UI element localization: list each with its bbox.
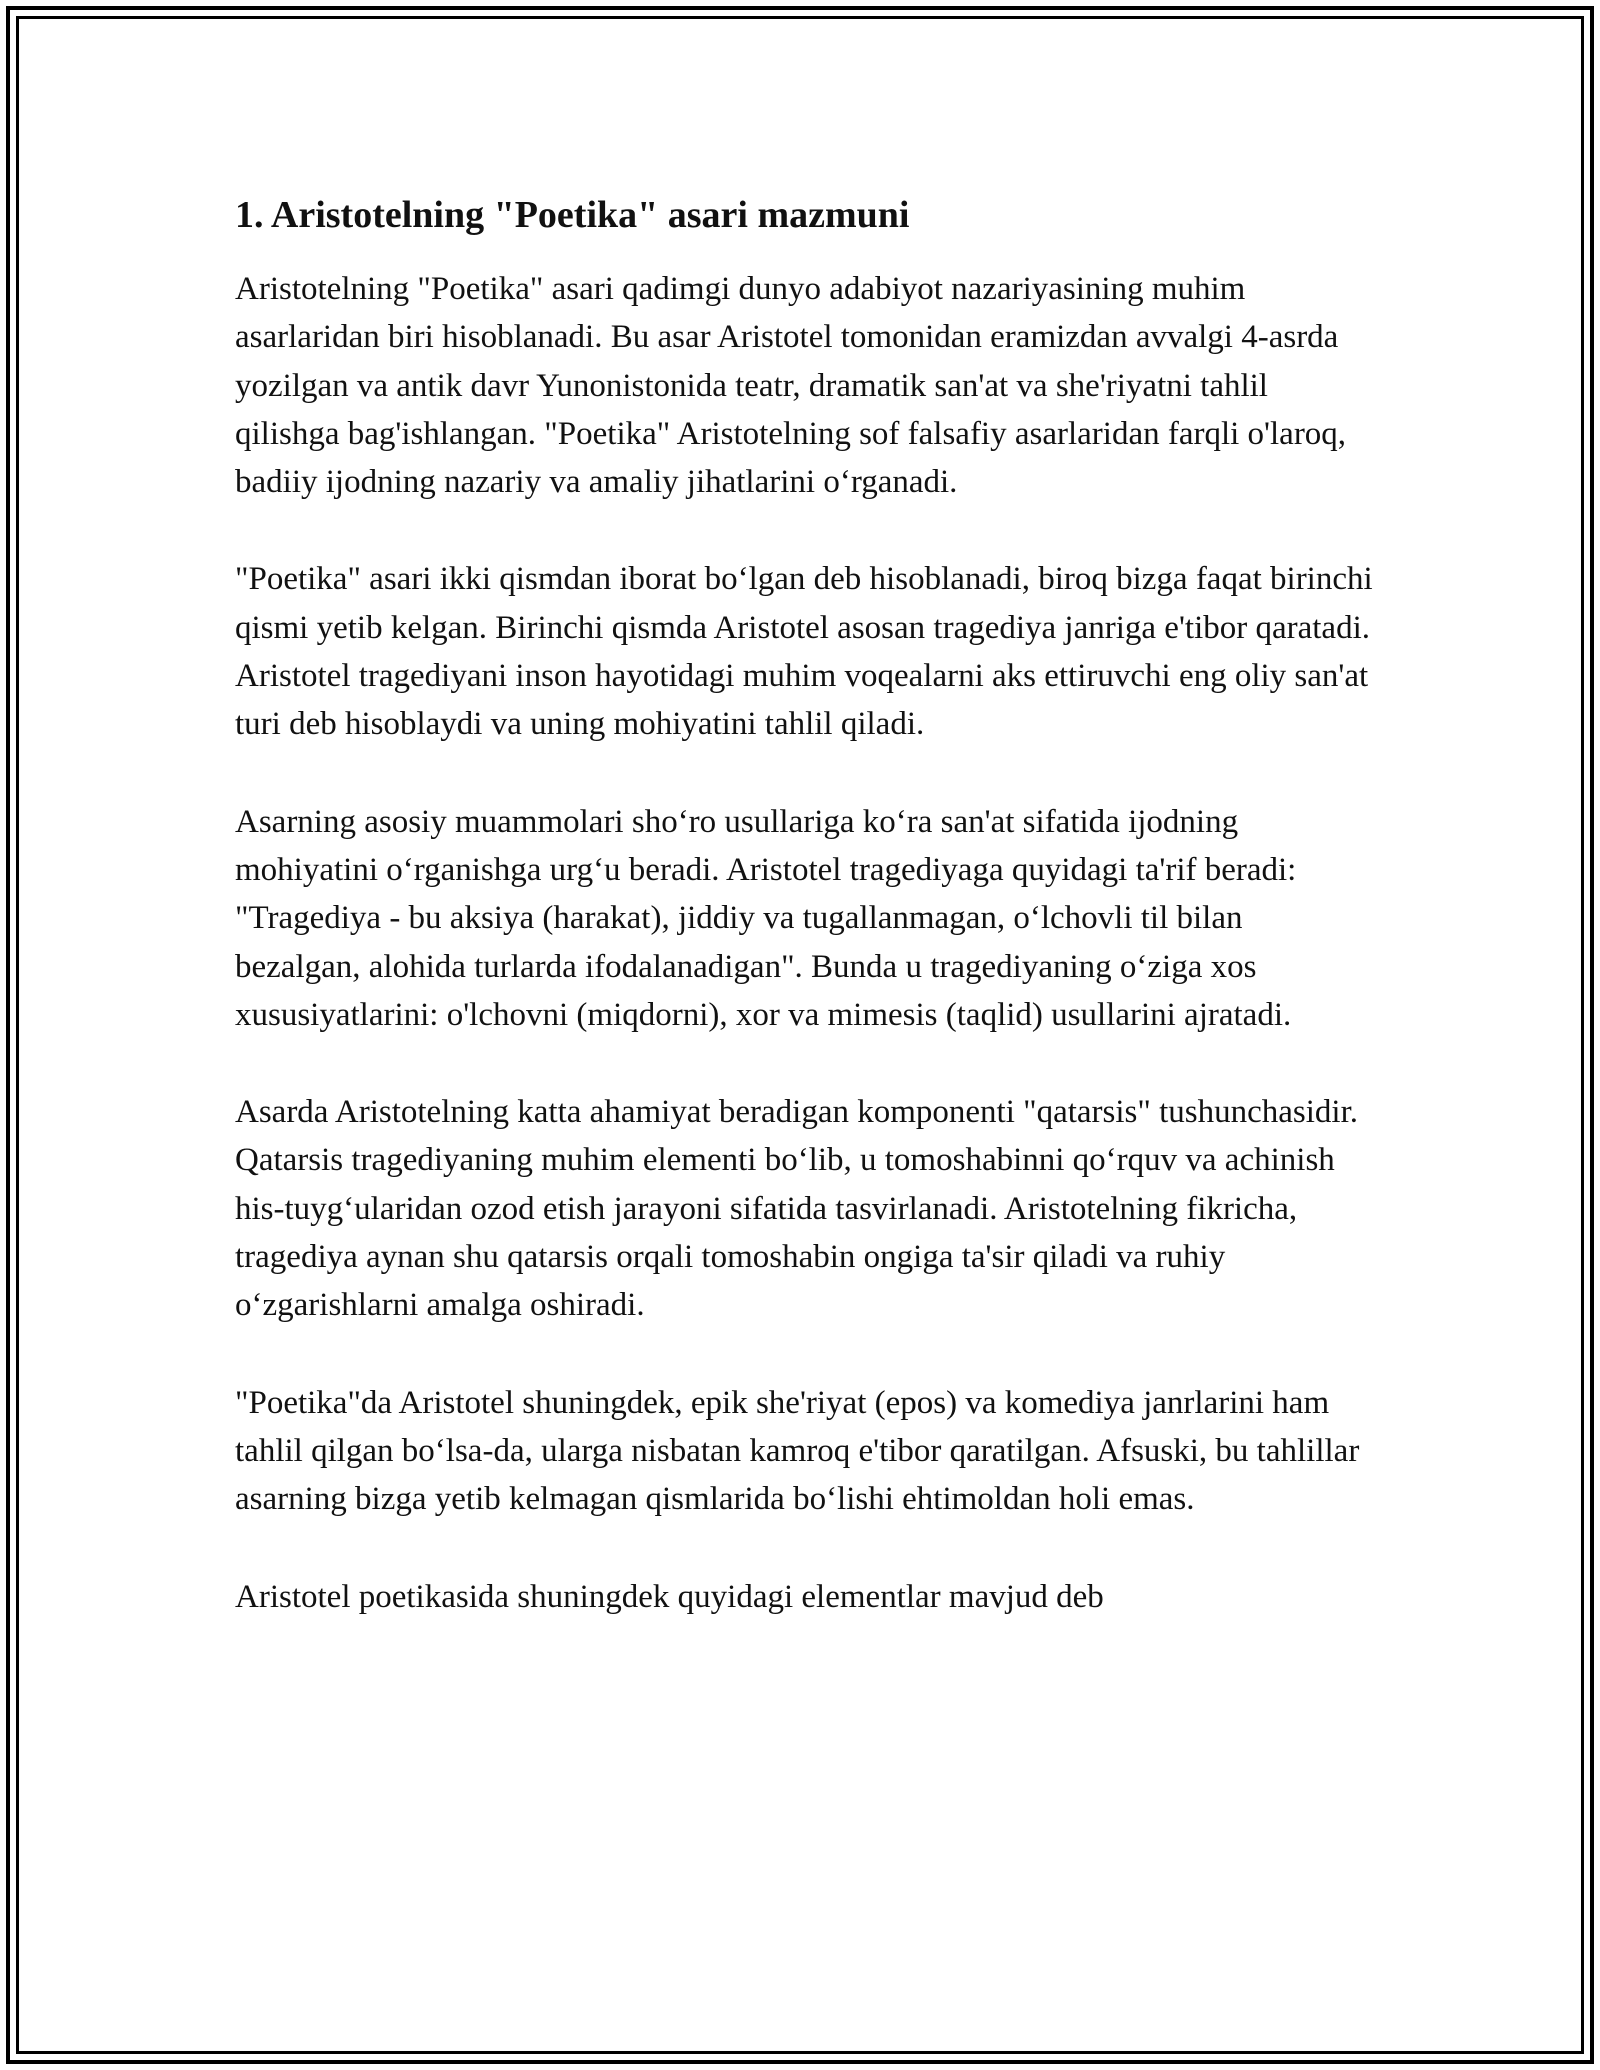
paragraph-5: "Poetika"da Aristotel shuningdek, epik she'riyat (epos) va komediya janrlarini ham tahlil qilgan bo‘lsa-da, ularga nisbatan kamroq e'tibor qaratilgan. Afsuski, bu tahlillar asarning bizga yetib kelmagan qismlarida bo‘lishi ehtimoldan holi emas. [235, 1384, 1360, 1518]
paragraph-4: Asarda Aristotelning katta ahamiyat beradigan komponenti "qatarsis" tushunchasidir. Qatarsis tragediyaning muhim elementi bo‘lib, u tomoshabinni qo‘rquv va achinish his-tuyg‘ularidan ozod etish jarayoni sifatida tasvirlanadi. Aristotelning fikricha, tragediya aynan shu qatarsis orqali tomoshabin ongiga ta'sir qiladi va ruhiy o‘zgarishlarni amalga oshiradi. [235, 1094, 1359, 1324]
paragraph-3: Asarning asosiy muammolari sho‘ro usullariga ko‘ra san'at sifatida ijodning mohiyatini o‘rganishga urg‘u beradi. Aristotel tragediyaga quyidagi ta'rif beradi: "Tragediya - bu aksiya (harakat), jiddiy va tugallanmagan, o‘lchovli til bilan bezalgan, alohida turlarda ifodalanadigan". Bunda u tragediyaning o‘ziga xos xususiyatlarini: o'lchovni (miqdorni), xor va mimesis (taqlid) usullarini ajratadi. [235, 803, 1297, 1033]
paragraph-2: "Poetika" asari ikki qismdan iborat bo‘lgan deb hisoblanadi, biroq bizga faqat birinchi qismi yetib kelgan. Birinchi qismda Aristotel asosan tragediya janriga e'tibor qaratadi. Aristotel tragediyani inson hayotidagi muhim voqealarni aks ettiruvchi eng oliy san'at turi deb hisoblaydi va uning mohiyatini tahlil qiladi. [235, 561, 1373, 743]
document-body [235, 187, 1375, 1670]
paragraph-6: Aristotel poetikasida shuningdek quyidagi elementlar mavjud deb [235, 1578, 1104, 1615]
paragraph-1: Aristotelning "Poetika" asari qadimgi dunyo adabiyot nazariyasining muhim asarlaridan biri hisoblanadi. Bu asar Aristotel tomonidan eramizdan avvalgi 4-asrda yozilgan va antik davr Yunonistonida teatr, dramatik san'at va she'riyatni tahlil qilishga bag'ishlangan. "Poetika" Aristotelning sof falsafiy asarlaridan farqli o'laroq, badiiy ijodning nazariy va amaliy jihatlarini o‘rganadi. [235, 271, 1347, 501]
section-heading: 1. Aristotelning "Poetika" asari mazmuni [235, 194, 910, 236]
